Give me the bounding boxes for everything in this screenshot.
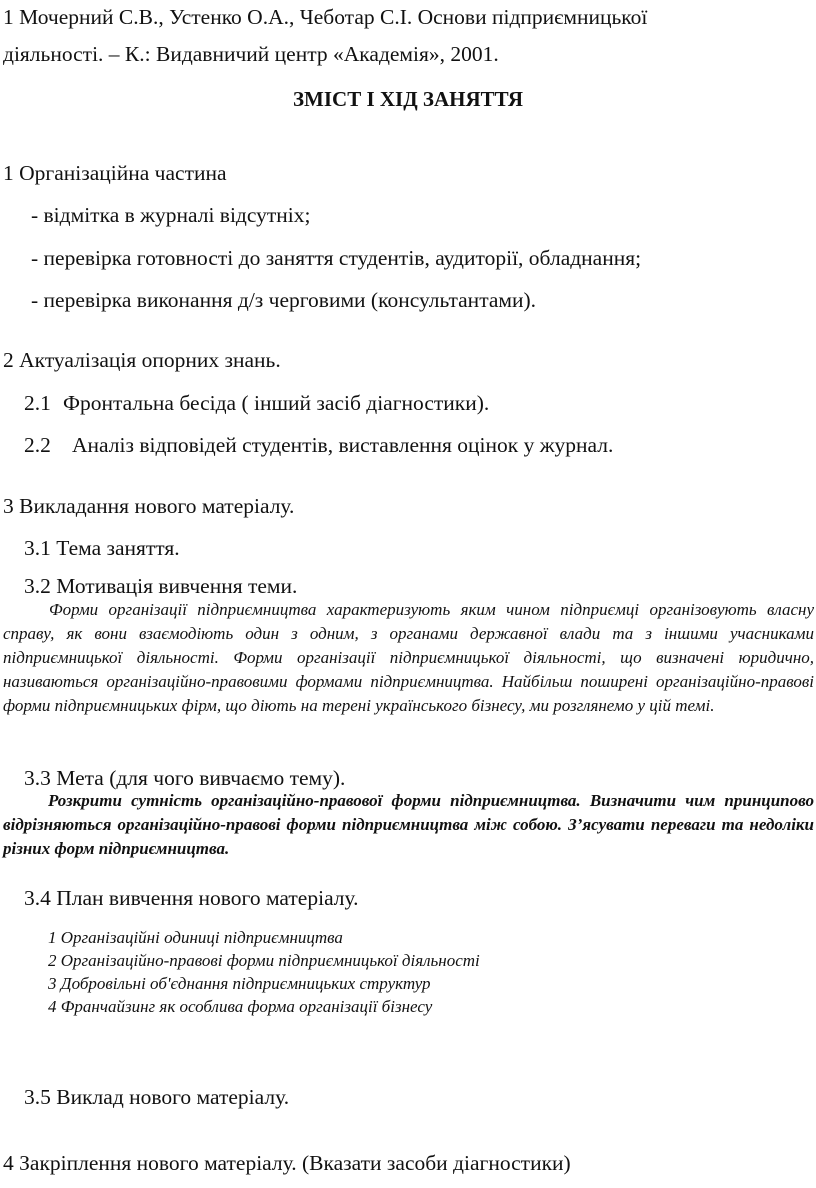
plan-item: 3 Добровільні об'єднання підприємницьких структур — [48, 974, 431, 993]
motivation-text: Форми організації підприємництва характеризують яким чином підприємці організовують власну справу, як вони взаємодіють один з одним, з органами державної влади та з іншими учасниками підприємницької діяльності. Форми організації підприємницької діяльності, що визначені юридично, називаються організаційно-правовими формами підприємництва. Найбільш поширені організаційно-правові форми підприємницьких фірм, що діють на терені українського бізнесу, ми розглянемо у цій темі. — [3, 600, 814, 715]
plan-item: 2 Організаційно-правові форми підприємницької діяльності — [48, 951, 480, 970]
item-text: Фронтальна бесіда ( інший засіб діагностики). — [63, 391, 490, 415]
motivation-heading: 3.2 Мотивація вивчення теми. — [24, 574, 298, 598]
section-4-heading: 4 Закріплення нового матеріалу. (Вказати засоби діагностики) — [3, 1151, 571, 1175]
item-number: 2.1 — [24, 391, 51, 415]
reference-line-1: 1 Мочерний С.В., Устенко О.А., Чеботар С.І. Основи підприємницької — [3, 5, 648, 29]
section-1-bullet: - перевірка готовності до заняття студентів, аудиторії, обладнання; — [31, 246, 642, 270]
page-title: ЗМІСТ І ХІД ЗАНЯТТЯ — [292, 87, 524, 111]
section-1-heading: 1 Організаційна частина — [3, 161, 227, 185]
item-number: 2.2 — [24, 433, 51, 457]
goal-text: Розкрити сутність організаційно-правової форми підприємництва. Визначити чим принципово відрізняються організаційно-правові форми підприємництва між собою. З’ясувати переваги та недоліки різних форм підприємництва. — [3, 791, 814, 858]
section-3-heading: 3 Викладання нового матеріалу. — [3, 494, 295, 518]
presentation-heading: 3.5 Виклад нового матеріалу. — [24, 1085, 290, 1109]
section-1-bullet: - відмітка в журналі відсутніх; — [31, 203, 311, 227]
section-2-item — [24, 432, 613, 458]
section-2-item — [24, 390, 489, 416]
topic-heading: 3.1 Тема заняття. — [24, 536, 180, 560]
section-1-bullet: - перевірка виконання д/з черговими (консультантами). — [31, 288, 537, 312]
reference-line-2: діяльності. – К.: Видавничий центр «Академія», 2001. — [3, 42, 499, 66]
section-2-heading: 2 Актуалізація опорних знань. — [3, 348, 281, 372]
plan-heading: 3.4 План вивчення нового матеріалу. — [24, 886, 359, 910]
plan-item: 1 Організаційні одиниці підприємництва — [48, 928, 343, 947]
item-text: Аналіз відповідей студентів, виставлення оцінок у журнал. — [72, 433, 614, 457]
goal-heading: 3.3 Мета (для чого вивчаємо тему). — [24, 766, 346, 790]
plan-item: 4 Франчайзинг як особлива форма організації бізнесу — [48, 997, 433, 1016]
